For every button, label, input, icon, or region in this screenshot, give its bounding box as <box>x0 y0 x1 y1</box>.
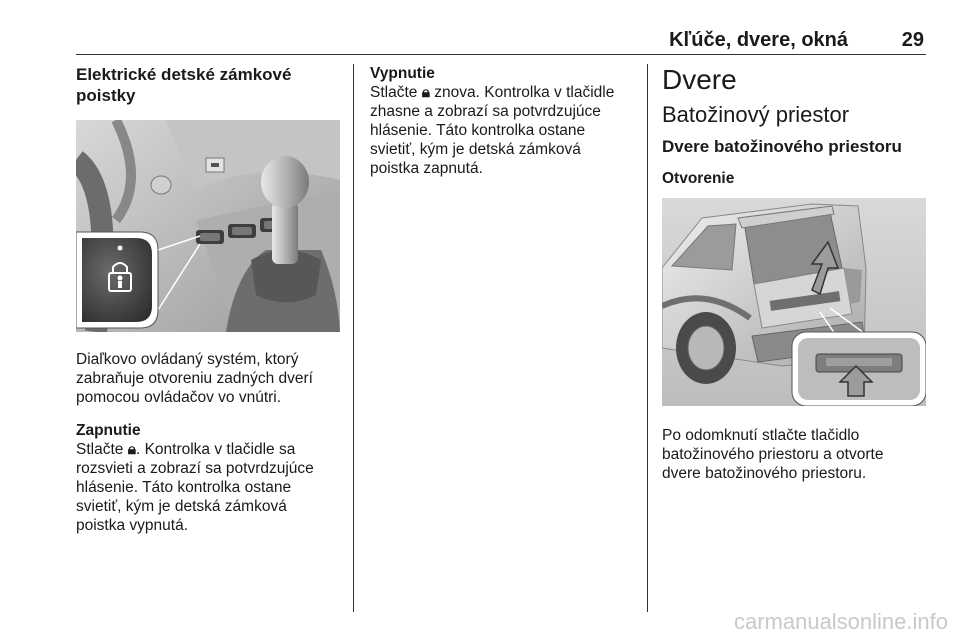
switch-on-text-end: . Kontrolka v tlačidle sa rozsvieti a zobrazí sa potvrdzujúce hlásenie. Táto kontrolka ostane svietiť, kým je detská zámková poistka vypnutá. <box>76 441 314 534</box>
watermark-text: carmanualsonline.info <box>733 609 948 634</box>
subsection-title: Batožinový priestor <box>662 102 850 127</box>
opening-instructions: Po odomknutí stlačte tlačidlo batožinového priestoru a otvorte dvere batožinového priestoru. <box>662 427 884 482</box>
child-lock-heading: Elektrické detské zámkové poistky <box>76 65 292 105</box>
child-lock-icon: 🔒︎ <box>421 84 430 101</box>
chapter-title: Kľúče, dvere, okná <box>669 29 848 51</box>
middle-column <box>370 64 632 178</box>
topic-title: Dvere batožinového priestoru <box>662 137 902 156</box>
child-lock-icon: 🔒︎ <box>127 441 136 458</box>
section-title: Dvere <box>662 64 737 95</box>
tailgate-opening-illustration <box>662 198 926 406</box>
switch-off-instructions <box>370 83 632 178</box>
switch-on-label: Zapnutie <box>76 422 141 439</box>
child-lock-button-illustration <box>76 120 340 332</box>
left-column <box>76 64 340 535</box>
right-column <box>662 64 926 483</box>
column-divider-left <box>353 64 354 612</box>
page-number: 29 <box>901 29 924 51</box>
switch-off-label: Vypnutie <box>370 65 435 82</box>
column-divider-right <box>647 64 648 612</box>
header-divider <box>76 54 926 55</box>
switch-on-text-start: Stlačte <box>76 441 128 458</box>
switch-off-text-end: znova. Kontrolka v tlačidle zhasne a zobrazí sa potvrdzujúce hlásenie. Táto kontrolka ostane svietiť, kým je detská zámková poistka zapnutá. <box>370 84 615 177</box>
child-lock-description: Diaľkovo ovládaný systém, ktorý zabraňuje otvoreniu zadných dverí pomocou ovládačov vo vnútri. <box>76 351 313 406</box>
switch-off-text-start: Stlačte <box>370 84 422 101</box>
switch-on-instructions <box>76 440 340 535</box>
opening-label: Otvorenie <box>662 170 735 187</box>
